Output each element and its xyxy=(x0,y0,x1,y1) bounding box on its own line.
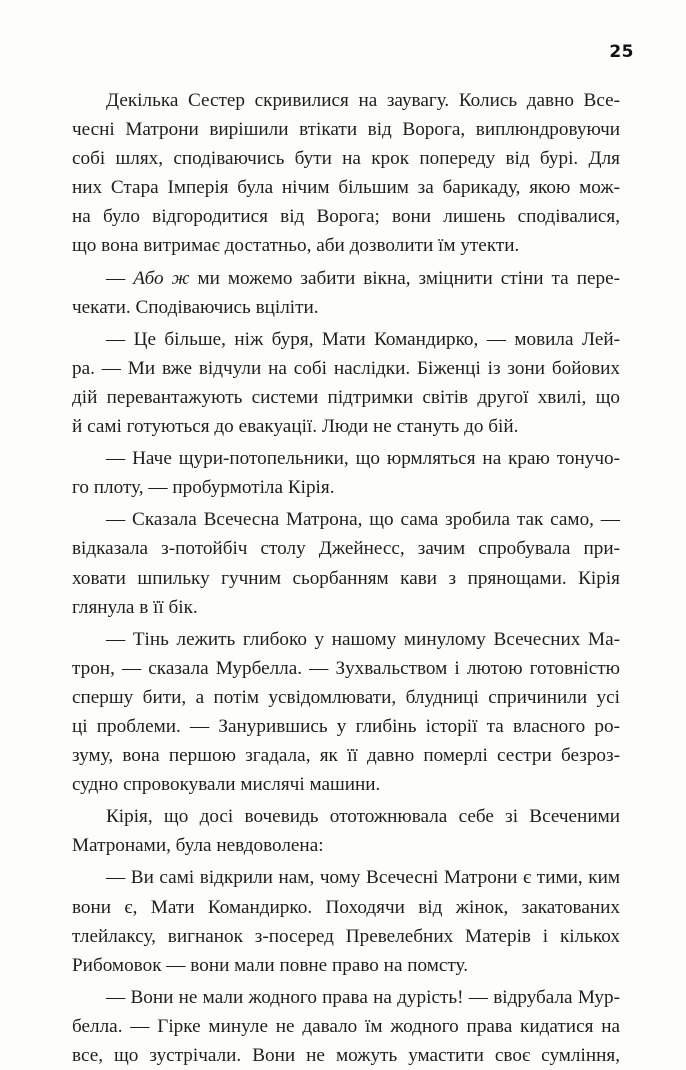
text-line: чесні Матрони вирішили втікати від Ворога, виплюндровуючи xyxy=(72,119,620,141)
text-line: Рибомовок — вони мали повне право на помсту. xyxy=(72,954,469,976)
text-line: тлейлаксу, вигнанок з-посеред Превелебних Матерів і кількох xyxy=(72,925,620,947)
text-line-prefix: — xyxy=(106,267,134,289)
text-line: відказала з-потойбіч столу Джейнесс, зачим спробувала при- xyxy=(72,538,620,560)
text-line: ра. — Ми вже відчули на собі наслідки. Біженці із зони бойових xyxy=(72,357,620,379)
text-line: трон, — сказала Мурбелла. — Зухвальством і лютою готовністю xyxy=(72,657,620,679)
text-line: ховати шпильку гучним сьорбанням кави з прянощами. Кірія xyxy=(72,567,620,589)
text-line: — Вони не мали жодного права на дурість! — відрубала Мур- xyxy=(106,986,620,1008)
text-line: що вона витримає достатньо, аби дозволити їм утекти. xyxy=(72,235,520,257)
text-line-rest: ми можемо забити вікна, зміцнити стіни та пере- xyxy=(189,267,620,289)
text-line: все, що зустрічали. Вони не можуть умастити своє сумління, xyxy=(72,1045,620,1066)
text-line: них Стара Імперія була нічим більшим за барикаду, якою мож- xyxy=(72,177,620,199)
text-line: судно спровокували мислячі машини. xyxy=(72,774,381,796)
text-line: собі шлях, сподіваючись бути на крок попереду від бурі. Для xyxy=(72,148,620,170)
text-line: чекати. Сподіваючись вціліти. xyxy=(72,296,319,318)
text-line: й самі готуються до евакуації. Люди не стануть до бій. xyxy=(72,416,519,438)
text-line: Декілька Сестер скривилися на заувагу. Колись давно Все- xyxy=(106,90,620,111)
text-line: — Сказала Всечесна Матрона, що сама зробила так само, — xyxy=(106,509,620,531)
text-line xyxy=(72,264,620,293)
text-line: ці проблеми. — Занурившись у глибінь історії та власного ро- xyxy=(72,715,620,737)
text-line: глянула в її бік. xyxy=(72,596,198,618)
text-line: го плоту, — пробурмотіла Кірія. xyxy=(72,477,335,499)
body-text xyxy=(72,86,620,1070)
text-line: на було відгородитися від Ворога; вони лишень сподівалися, xyxy=(72,206,620,228)
text-line: — Ви самі відкрили нам, чому Всечесні Матрони є тими, ким xyxy=(106,867,620,889)
page-number: 25 xyxy=(609,42,634,62)
text-line: — Тінь лежить глибоко у нашому минулому Всечесних Ма- xyxy=(106,628,620,650)
text-line: белла. — Гірке минуле не давало їм жодного права кидатися на xyxy=(72,1015,620,1037)
text-line: спершу бити, а потім усвідомлювати, блудниці спричинили усі xyxy=(72,686,620,708)
text-line: дій перевантажують системи підтримки світів другої хвилі, що xyxy=(72,386,620,408)
text-line: вони є, Мати Командирко. Походячи від жінок, закатованих xyxy=(72,896,620,918)
text-line: — Наче щури-потопельники, що юрмляться на краю тонучо- xyxy=(106,448,620,470)
text-line: Матронами, була невдоволена: xyxy=(72,835,324,857)
text-line: зуму, вона першою згадала, як її давно померлі сестри безроз- xyxy=(72,745,620,767)
text-line: Кірія, що досі вочевидь ототожнювала себе зі Всеченими xyxy=(106,806,620,828)
emphasized-text: Або ж xyxy=(133,267,190,289)
text-line: — Це більше, ніж буря, Мати Командирко, — мовила Лей- xyxy=(106,328,620,350)
